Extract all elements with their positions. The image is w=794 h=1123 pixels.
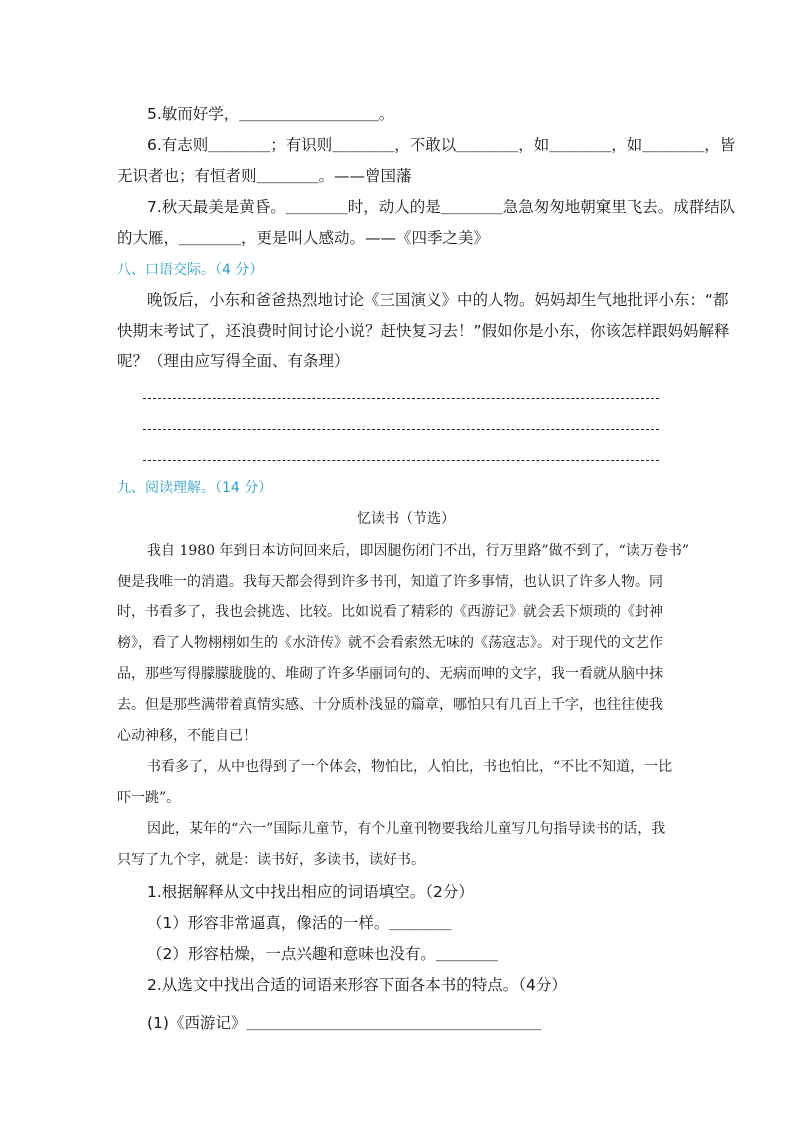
section-8-heading: 八、口语交际。（4 分） xyxy=(117,262,264,278)
passage-line-5: 品，那些写得朦朦胧胧的、堆砌了许多华丽词句的、无病而呻的文字，我一看就从脑中抹 xyxy=(117,666,663,682)
passage-line-1: 我自 1980 年到日本访问回来后，即因腿伤闭门不出，行万里路”做不到了，“读万卷书” xyxy=(147,543,689,559)
question-1-item-2: （2）形容枯燥，一点兴趣和意味也没有。＿＿＿＿ xyxy=(147,945,498,963)
passage-line-4: 榜》，看了人物栩栩如生的《水浒传》就不会看索然无味的《荡寇志》。对于现代的文艺作 xyxy=(117,635,663,651)
fill-q6-line1: 6.有志则＿＿＿＿；有识则＿＿＿＿，不敢以＿＿＿＿，如＿＿＿＿，如＿＿＿＿，皆 xyxy=(147,136,736,154)
passage-line-9: 吓一跳”。 xyxy=(117,790,181,806)
section-8-paragraph-line1: 晚饭后，小东和爸爸热烈地讨论《三国演义》中的人物。妈妈却生气地批评小东：“都 xyxy=(147,291,729,309)
question-1: 1.根据解释从文中找出相应的词语填空。（2分） xyxy=(147,883,474,901)
fill-q6-line2: 无识者也；有恒者则＿＿＿＿。——曾国藩 xyxy=(117,167,412,185)
passage-line-2: 便是我唯一的消遣。我每天都会得到许多书刊，知道了许多事情，也认识了许多人物。同 xyxy=(117,574,663,590)
question-2-item-1: (1)《西游记》＿＿＿＿＿＿＿＿＿＿＿＿＿＿＿＿＿＿＿ xyxy=(147,1014,541,1032)
passage-line-8: 书看多了，从中也得到了一个体会，物怕比，人怕比，书也怕比，“不比不知道，一比 xyxy=(147,759,673,775)
fill-q7-line2: 的大雁，＿＿＿＿，更是叫人感动。——《四季之美》 xyxy=(117,229,490,247)
question-2: 2.从选文中找出合适的词语来形容下面各本书的特点。（4分） xyxy=(147,976,567,994)
answer-line-1[interactable] xyxy=(143,398,659,399)
fill-q7-line1: 7.秋天最美是黄昏。＿＿＿＿时，动人的是＿＿＿＿急急匆匆地朝窠里飞去。成群结队 xyxy=(147,198,736,216)
section-8-paragraph-line3: 呢？（理由应写得全面、有条理） xyxy=(117,352,350,370)
passage-line-3: 时，书看多了，我也会挑选、比较。比如说看了精彩的《西游记》就会丢下烦琐的《封神 xyxy=(117,604,663,620)
fill-q5: 5.敏而好学，＿＿＿＿＿＿＿＿＿。 xyxy=(147,105,395,123)
answer-line-3[interactable] xyxy=(143,460,659,461)
section-9-heading: 九、阅读理解。（14 分） xyxy=(117,480,273,496)
passage-line-10: 因此，某年的“六一”国际儿童节，有个儿童刊物要我给儿童写几句指导读书的话，我 xyxy=(147,821,666,837)
passage-line-11: 只写了九个字，就是：读书好，多读书，读好书。 xyxy=(117,852,425,868)
passage-line-6: 去。但是那些满带着真情实感、十分质朴浅显的篇章，哪怕只有几百上千字，也往往使我 xyxy=(117,697,663,713)
answer-line-2[interactable] xyxy=(143,429,659,430)
question-1-item-1: （1）形容非常逼真，像活的一样。＿＿＿＿ xyxy=(147,914,452,932)
section-8-paragraph-line2: 快期末考试了，还浪费时间讨论小说？赶快复习去！”假如你是小东，你该怎样跟妈妈解释 xyxy=(117,322,730,340)
passage-line-7: 心动神移，不能自已！ xyxy=(117,728,257,744)
passage-title: 忆读书（节选） xyxy=(357,511,455,527)
